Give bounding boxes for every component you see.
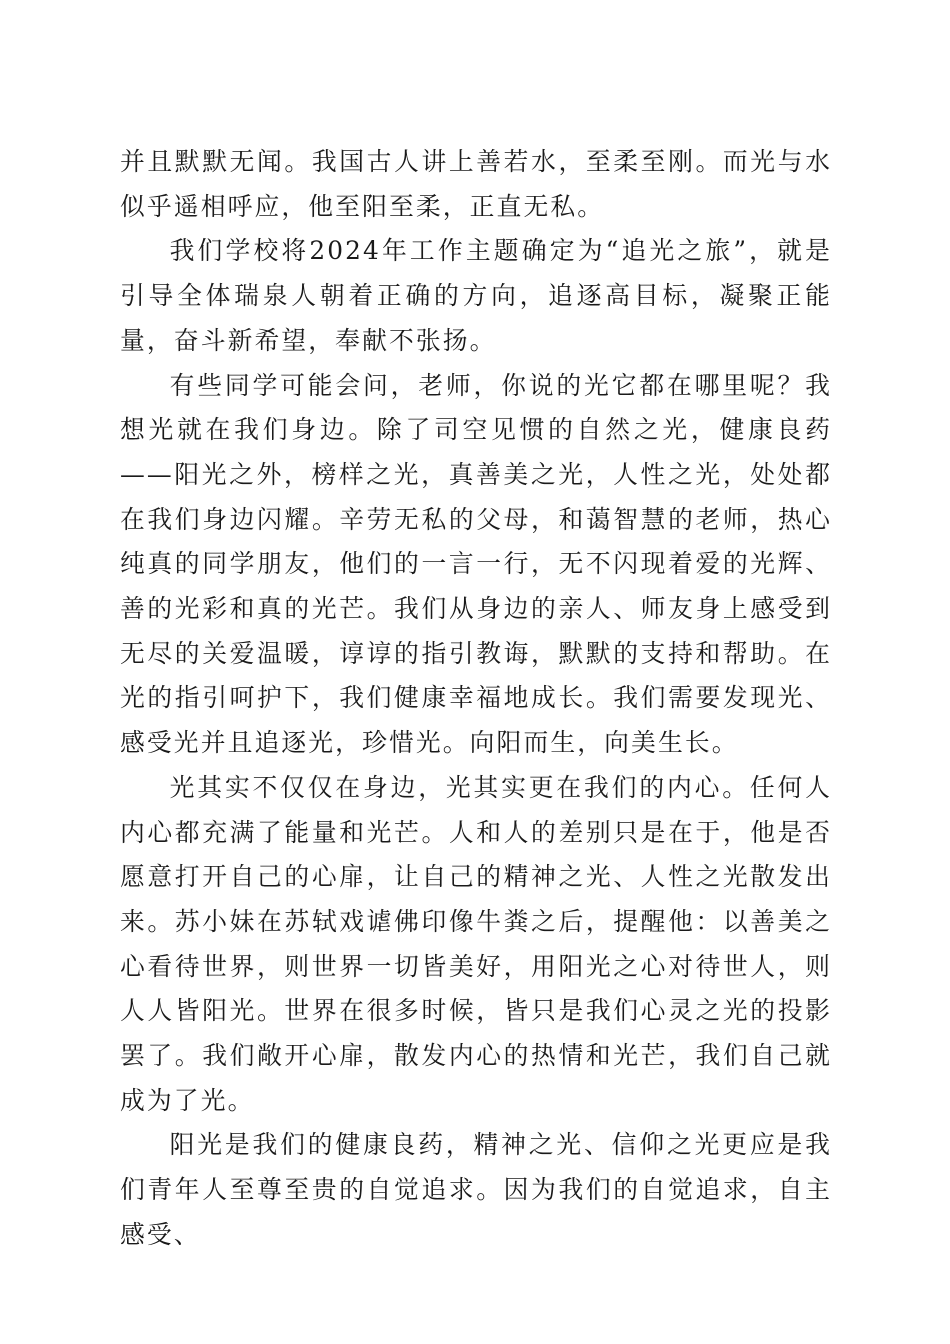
paragraph-2: 我们学校将2024年工作主题确定为“追光之旅”，就是引导全体瑞泉人朝着正确的方向，追逐高目标，凝聚正能量，奋斗新希望，奉献不张扬。 — [120, 236, 832, 355]
paragraph-3: 有些同学可能会问，老师，你说的光它都在哪里呢？我想光就在我们身边。除了司空见惯的自然之光，健康良药——阳光之外，榜样之光，真善美之光，人性之光，处处都在我们身边闪耀。辛劳无私的父母，和蔼智慧的老师，热心纯真的同学朋友，他们的一言一行，无不闪现着爱的光辉、善的光彩和真的光芒。我们从身边的亲人、师友身上感受到无尽的关爱温暖，谆谆的指引教诲，默默的支持和帮助。在光的指引呵护下，我们健康幸福地成长。我们需要发现光、感受光并且追逐光，珍惜光。向阳而生，向美生长。 — [120, 370, 832, 758]
paragraph-1: 并且默默无闻。我国古人讲上善若水，至柔至刚。而光与水似乎遥相呼应，他至阳至柔，正直无私。 — [120, 147, 832, 221]
paragraph-4: 光其实不仅仅在身边，光其实更在我们的内心。任何人内心都充满了能量和光芒。人和人的差别只是在于，他是否愿意打开自己的心扉，让自己的精神之光、人性之光散发出来。苏小妹在苏轼戏谑佛印像牛粪之后，提醒他：以善美之心看待世界，则世界一切皆美好，用阳光之心对待世人，则人人皆阳光。世界在很多时候，皆只是我们心灵之光的投影罢了。我们敞开心扉，散发内心的热情和光芒，我们自己就成为了光。 — [120, 772, 832, 1115]
document-body — [120, 140, 832, 1258]
paragraph-5: 阳光是我们的健康良药，精神之光、信仰之光更应是我们青年人至尊至贵的自觉追求。因为我们的自觉追求，自主感受、 — [120, 1130, 832, 1249]
